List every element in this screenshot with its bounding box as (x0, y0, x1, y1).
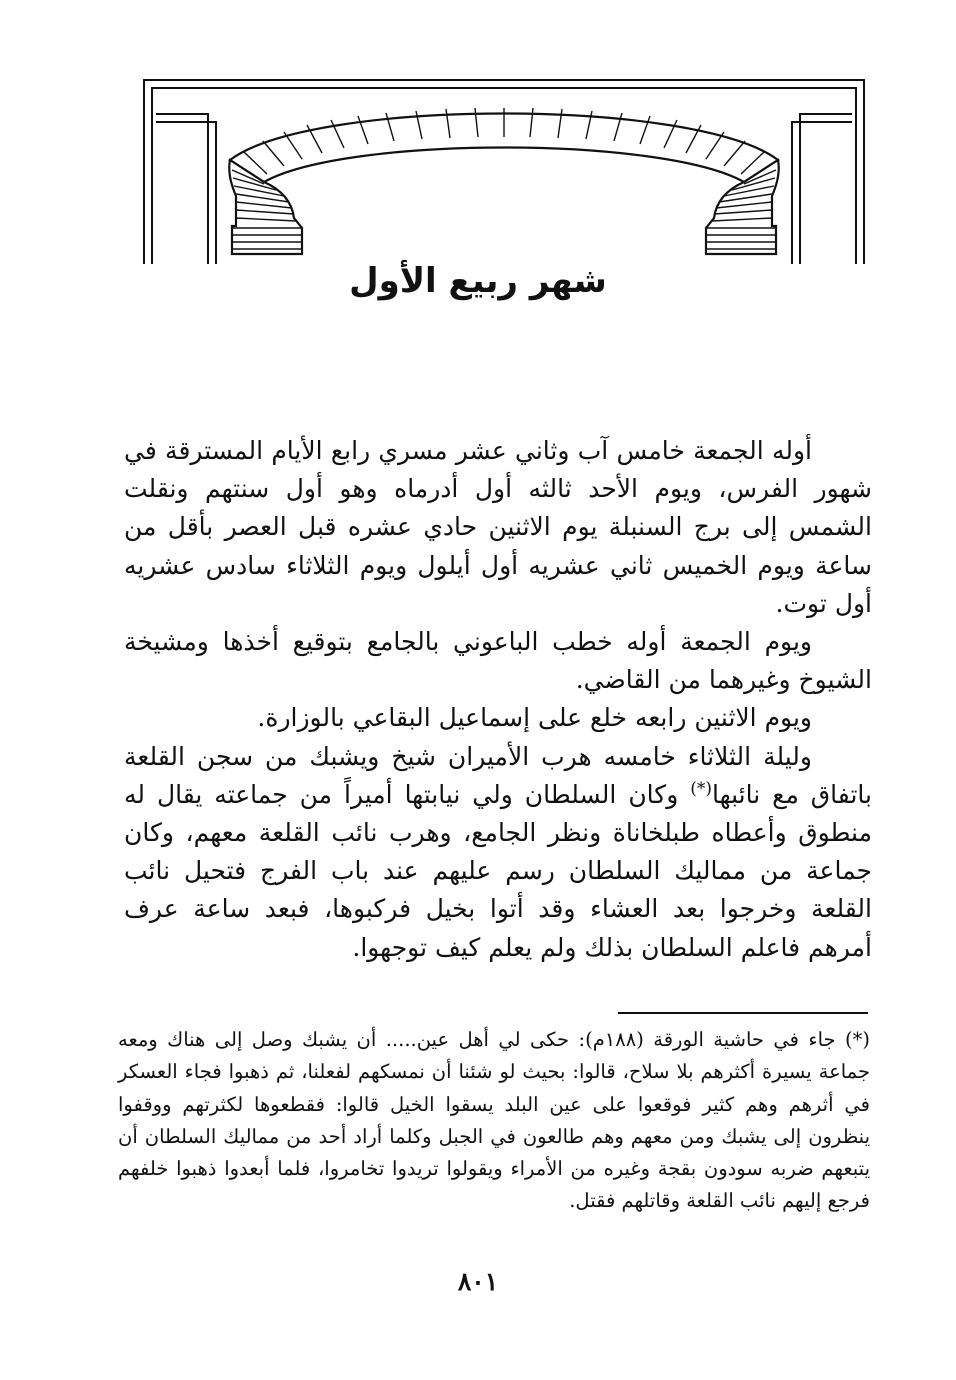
paragraph: ويوم الاثنين رابعه خلع على إسماعيل البقاعي بالوزارة. (257, 703, 812, 733)
paragraph: أوله الجمعة خامس آب وثاني عشر مسري رابع الأيام المسترقة في شهور الفرس، ويوم الأحد ثالثه أول أدرماه وهو أول سنتهم ونقلت الشمس إلى برج السنبلة يوم الاثنين حادي عشره قبل العصر بأقل من ساعة ويوم الخميس ثاني عشريه أول أيلول ويوم الثلاثاء سادس عشريه أول توت. (124, 436, 872, 618)
footnote-reference[interactable]: (*) (690, 778, 712, 799)
page-number: ٨٠١ (457, 1267, 499, 1296)
main-text (124, 432, 872, 967)
chapter-title: شهر ربيع الأول (300, 256, 656, 306)
footnote-separator (618, 1012, 868, 1014)
footnote-text: جاء في حاشية الورقة (١٨٨م): حكى لي أهل عين..... أن يشبك وصل إلى هناك ومعه جماعة يسيرة أكثرهم بلا سلاح، قالوا: بحيث لو شئنا أن نمسكهم لفعلنا، ثم ذهبوا فجاء العسكر في أثرهم وهم كثير فوقعوا على عين البلد يسقوا الخيل قالوا: فقطعوها لكثرتهم ووقفوا ينظرون إلى يشبك ومن معهم وهم طالعون في الجبل وكلما أراد أحد من مماليك السلطان أن يتبعهم ضربه سودون بقجة وغيره من الأمراء ويقولوا تريدوا تخامروا، فلما أبعدوا ذهبوا خلفهم فرجع إليهم نائب القلعة وقاتلهم فقتل. (118, 1028, 870, 1213)
paragraph (124, 738, 872, 967)
footnote-mark: (*) (845, 1028, 870, 1051)
paragraph-text: وكان السلطان ولي نيابتها أميراً من جماعته يقال له منطوق وأعطاه طبلخاناة ونظر الجامع، وهرب نائب القلعة معهم، وكان جماعة من مماليك السلطان رسم عليهم عند باب الفرج فتحيل نائب القلعة وخرجوا بعد العشاء وقد أتوا بخيل فركبوها، فبعد ساعة عرف أمرهم فاعلم السلطان بذلك ولم يعلم كيف توجهوا. (124, 779, 872, 962)
paragraph: ويوم الجمعة أوله خطب الباعوني بالجامع بتوقيع أخذها ومشيخة الشيوخ وغيرهما من القاضي. (124, 627, 872, 695)
paragraph-text: وليلة الثلاثاء خامسه هرب الأميران شيخ ويشبك من سجن القلعة باتفاق مع نائبها (124, 741, 872, 809)
footnote (118, 1024, 870, 1218)
